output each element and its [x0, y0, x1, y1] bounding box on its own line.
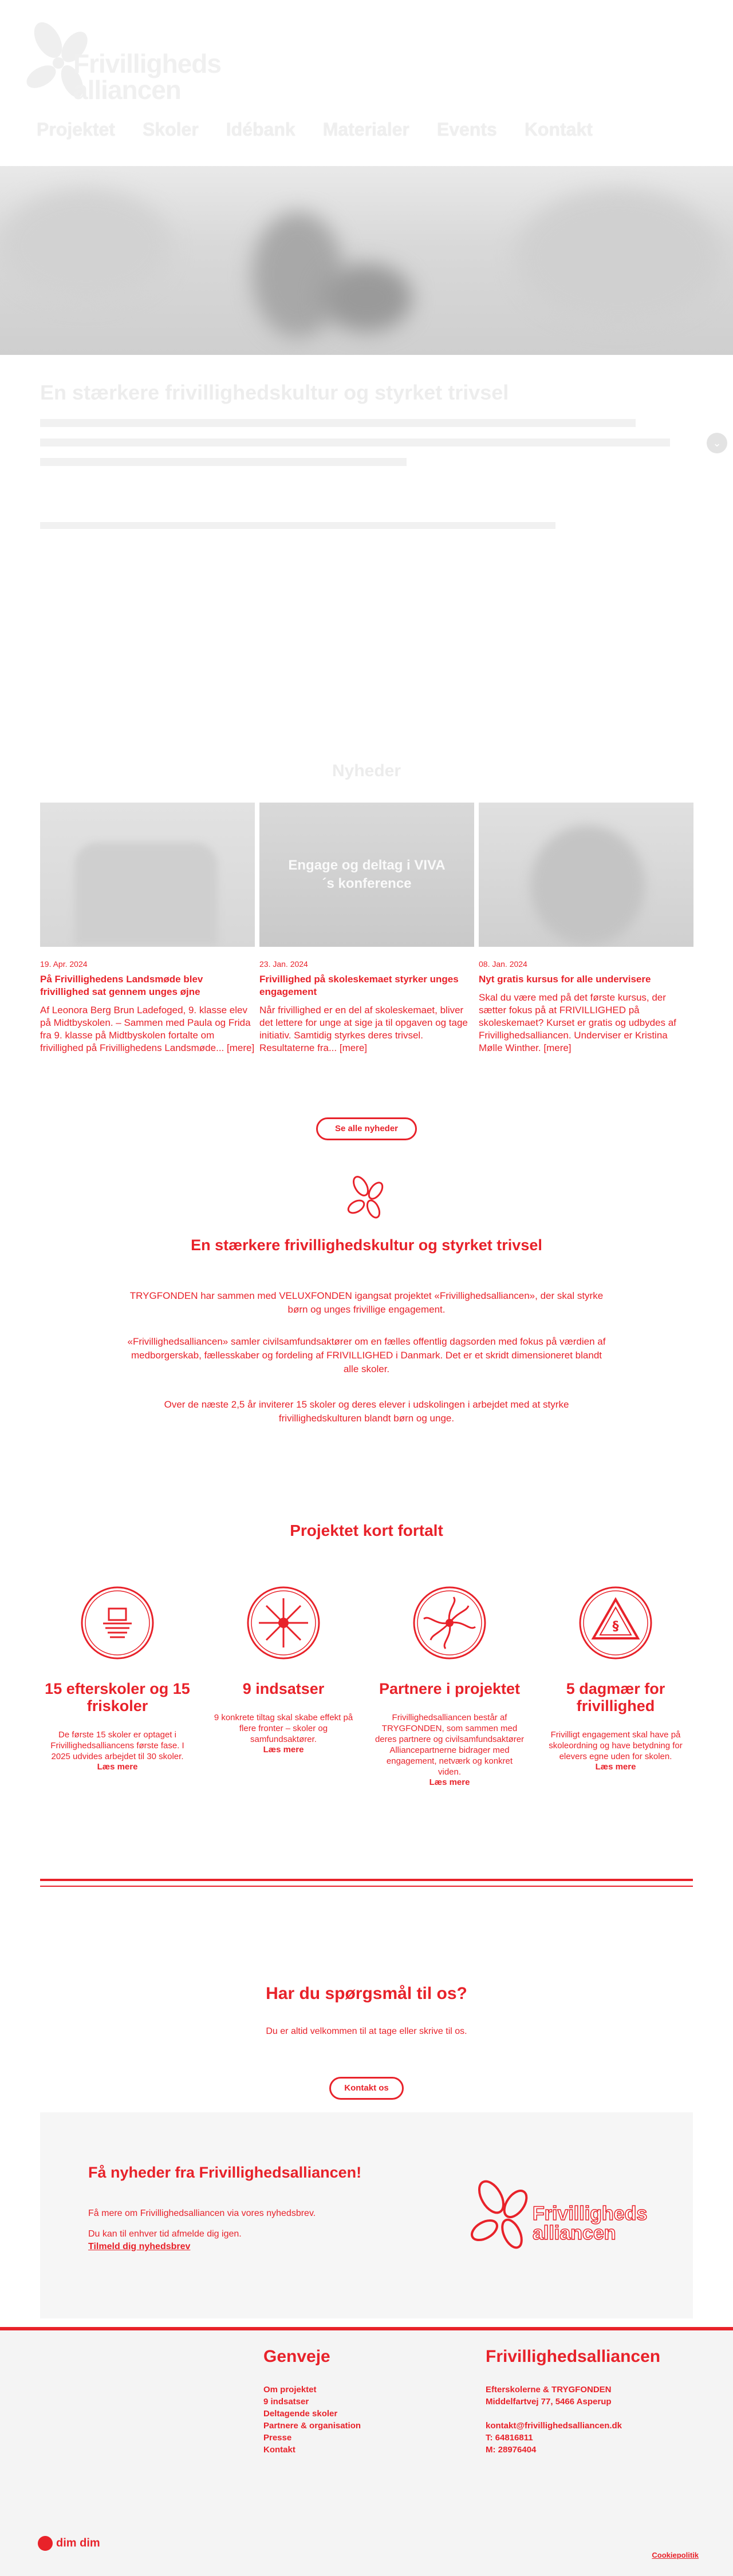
- flower-logo-icon: [347, 1175, 387, 1220]
- news-date: 23. Jan. 2024: [259, 959, 308, 969]
- read-more-link[interactable]: Læs mere: [429, 1777, 470, 1787]
- stat-heading: 5 dagmær for frivillighed: [566, 1680, 665, 1714]
- stat-text: Frivillighedsalliancen består af TRYGFONDEN, som sammen med deres partnere og civilsamfundsaktører Alliancepartnerne bidrager med engagement, netværk og konkret viden.: [375, 1713, 525, 1777]
- footer-link[interactable]: Om projektet: [263, 2385, 317, 2395]
- mission-title: En stærkere frivillighedskultur og styrket trivsel: [191, 1236, 542, 1254]
- footer-mobile[interactable]: M: 28976404: [486, 2445, 537, 2455]
- footer-link[interactable]: Deltagende skoler: [263, 2409, 338, 2419]
- nav-projektet[interactable]: Projektet: [37, 119, 115, 140]
- news-date: 19. Apr. 2024: [40, 959, 88, 969]
- site-header: [0, 0, 733, 166]
- logo-text-line1: Frivilligheds: [73, 49, 221, 78]
- chevron-down-icon[interactable]: ⌄: [707, 433, 727, 453]
- school-icon: [80, 1586, 155, 1660]
- nav-kontakt[interactable]: Kontakt: [524, 119, 593, 140]
- contact-button[interactable]: Kontakt os: [329, 2077, 404, 2100]
- news-excerpt: Skal du være med på det første kursus, der sætter fokus på at FRIVILLIGHED på skoleskemaet? Kurset er gratis og udbydes af Frivillighedsalliancen. Underviser er Kristina Mølle Winther. [mere]: [479, 992, 676, 1053]
- mission-paragraph-2: «Frivillighedsalliancen» samler civilsamfundsaktører om en fælles offentlig dagsorden med fokus på værdien af medborgerskab, fællesskaber og fordeling af FRIVILLIGHED i Danmark. Det er et skridt dimensioneret blandt alle skoler.: [127, 1336, 606, 1374]
- footer-link[interactable]: Partnere & organisation: [263, 2421, 361, 2431]
- newsletter-title: Få nyheder fra Frivillighedsalliancen!: [88, 2164, 362, 2181]
- newsletter-logo-line1: Frivilligheds: [533, 2203, 648, 2225]
- news-grid: [40, 803, 693, 1054]
- stat-heading: Partnere i projektet: [379, 1680, 521, 1697]
- read-more-link[interactable]: Læs mere: [595, 1762, 636, 1772]
- flower-logo-icon: [470, 2175, 533, 2261]
- stat-card: [200, 1586, 366, 1788]
- stat-text: De første 15 skoler er optaget i Frivillighedsalliancens første fase. I 2025 udvides arbejdet til 30 skoler.: [50, 1730, 184, 1761]
- news-card[interactable]: [40, 803, 255, 1054]
- news-title[interactable]: Frivillighed på skoleskemaet styrker unges engagement: [259, 974, 459, 997]
- newsletter-logo: [470, 2175, 659, 2261]
- stat-card: [533, 1586, 699, 1788]
- footer-phone[interactable]: T: 64816811: [486, 2433, 533, 2443]
- news-image[interactable]: [40, 803, 255, 947]
- agency-logo-text: dim dim: [56, 2537, 100, 2550]
- cookie-policy-link[interactable]: Cookiepolitik: [652, 2551, 699, 2559]
- news-excerpt: Af Leonora Berg Brun Ladefoged, 9. klasse elev på Midtbyskolen. – Sammen med Paula og Frida fra 9. klasse på Midtbyskolen fortalte om frivillighed på Frivillighedens Landsmøde... [mere]: [40, 1005, 255, 1053]
- footer-link[interactable]: Kontakt: [263, 2445, 295, 2455]
- logo-text-line2: alliancen: [73, 75, 181, 105]
- intro-text2-blurred: [40, 522, 670, 529]
- footer-address: Efterskolerne & TRYGFONDEN: [486, 2385, 612, 2395]
- news-title[interactable]: På Frivillighedens Landsmøde blev frivillighed sat gennem unges øjne: [40, 974, 203, 997]
- project-stats: [34, 1586, 699, 1788]
- footer-contact: [486, 2347, 660, 2456]
- nav-idebank[interactable]: Idébank: [226, 119, 295, 140]
- newsletter-logo-line2: alliancen: [533, 2222, 616, 2244]
- read-more-link[interactable]: Læs mere: [97, 1762, 138, 1772]
- news-image[interactable]: [259, 803, 474, 947]
- footer-contact-title: Frivillighedsalliancen: [486, 2347, 661, 2366]
- mission-paragraph-3: Over de næste 2,5 år inviterer 15 skoler og deres elever i udskolingen i arbejdet med at styrke frivillighedskulturen blandt børn og unge.: [164, 1399, 569, 1424]
- news-heading: Nyheder: [332, 761, 401, 780]
- news-date: 08. Jan. 2024: [479, 959, 527, 969]
- bottom-bar: [0, 2530, 733, 2576]
- news-card[interactable]: [479, 803, 693, 1054]
- footer-address: Middelfartvej 77, 5466 Asperup: [486, 2397, 612, 2407]
- see-all-news-button[interactable]: Se alle nyheder: [316, 1117, 417, 1140]
- nav-events[interactable]: Events: [436, 119, 497, 140]
- news-card[interactable]: [259, 803, 474, 1054]
- mission-paragraph-1: TRYGFONDEN har sammen med VELUXFONDEN igangsat projektet «Frivillighedsalliancen», der skal styrke børn og unges frivillige engagement.: [129, 1290, 604, 1315]
- newsletter-line2: Du kan til enhver tid afmelde dig igen.: [88, 2229, 242, 2239]
- partners-icon: [412, 1586, 487, 1660]
- divider: [40, 1886, 693, 1887]
- stat-card: [34, 1586, 200, 1788]
- nav-skoler[interactable]: Skoler: [142, 119, 199, 140]
- hero-image: [0, 166, 733, 355]
- stat-text: Frivilligt engagement skal have på skoleordning og have betydning for elevers egne uden for skolen.: [549, 1730, 683, 1761]
- read-more-link[interactable]: Læs mere: [263, 1745, 304, 1755]
- intro-title: En stærkere frivillighedskultur og styrket trivsel: [40, 381, 509, 404]
- nav-materialer[interactable]: Materialer: [322, 119, 409, 140]
- stat-card: [366, 1586, 533, 1788]
- contact-title: Har du spørgsmål til os?: [266, 1984, 467, 2003]
- stat-text: 9 konkrete tiltag skal skabe effekt på flere fronter – skoler og samfundsaktører.: [214, 1713, 353, 1744]
- divider: [40, 1879, 693, 1881]
- contact-subtitle: Du er altid velkommen til at tage eller skrive til os.: [266, 2026, 467, 2036]
- news-title[interactable]: Nyt gratis kursus for alle undervisere: [479, 974, 651, 985]
- footer-email[interactable]: kontakt@frivillighedsalliancen.dk: [486, 2421, 622, 2431]
- network-icon: [246, 1586, 321, 1660]
- news-image[interactable]: [479, 803, 693, 947]
- newsletter-line1: Få mere om Frivillighedsalliancen via vores nyhedsbrev.: [88, 2208, 316, 2218]
- sign-icon: [578, 1586, 653, 1660]
- footer-shortcuts: [263, 2347, 361, 2456]
- news-image-overlay: Engage og deltag i VIVA´s konference: [288, 858, 446, 891]
- intro-text-blurred: [40, 413, 670, 466]
- stat-heading: 15 efterskoler og 15 friskoler: [45, 1680, 190, 1714]
- stat-heading: 9 indsatser: [242, 1680, 325, 1697]
- newsletter-box: [40, 2112, 693, 2318]
- newsletter-text: [88, 2207, 316, 2253]
- agency-logo[interactable]: [38, 2536, 100, 2551]
- footer-link[interactable]: 9 indsatser: [263, 2397, 309, 2407]
- main-nav: [37, 119, 593, 140]
- project-title: Projektet kort fortalt: [290, 1522, 443, 1539]
- newsletter-signup-link[interactable]: Tilmeld dig nyhedsbrev: [88, 2242, 191, 2251]
- logo-text: [73, 50, 221, 103]
- svg-text:§: §: [612, 1619, 619, 1634]
- footer-link[interactable]: Presse: [263, 2433, 292, 2443]
- news-excerpt: Når frivillighed er en del af skoleskemaet, bliver det lettere for unge at sige ja til opgaven og tage initiativ. Samtidig styrkes deres trivsel. Resultaterne fra... [mere]: [259, 1005, 468, 1053]
- footer-shortcuts-title: Genveje: [263, 2347, 330, 2366]
